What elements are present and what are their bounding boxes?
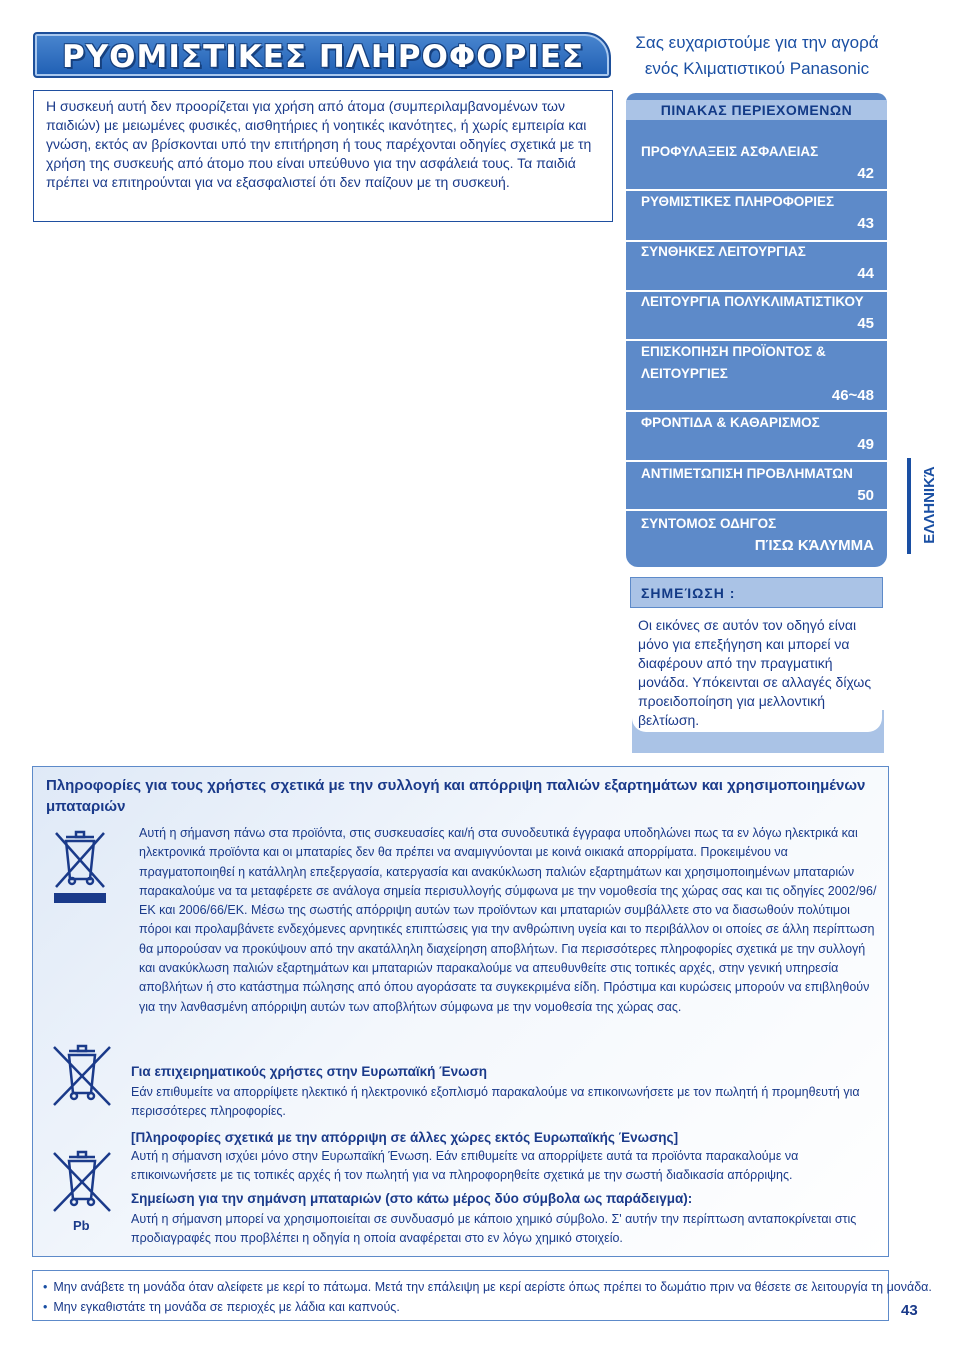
toc-item-troubleshooting[interactable] — [641, 463, 877, 507]
non-eu-text: Αυτή η σήμανση ισχύει μόνο στην Ευρωπαϊκή Ένωση. Εάν επιθυμείτε να απορρίψετε αυτά τα προϊόντα παρακαλούμε να επικοινωνήσετε με τις τοπικές αρχές ή τον πωλητή για να πληροφορηθείτε σχετικά με την σωστή διαδικασία απόρριψης. — [131, 1149, 799, 1183]
list-item — [43, 1277, 932, 1297]
toc-item-page: 44 — [857, 265, 874, 282]
toc-item-page: 42 — [857, 165, 874, 182]
toc-header: ΠΙΝΑΚΑΣ ΠΕΡΙΕΧΟΜΕΝΩΝ — [626, 100, 887, 120]
thanks-note — [625, 30, 889, 82]
toc-item-label: ΠΡΟΦΥΛΑΞΕΙΣ ΑΣΦΑΛΕΙΑΣ — [641, 144, 819, 159]
toc-item-label: ΑΝΤΙΜΕΤΩΠΙΣΗ ΠΡΟΒΛΗΜΑΤΩΝ — [641, 466, 853, 481]
footer-bullet-text: Μην ανάβετε τη μονάδα όταν αλείφετε με κερί το πάτωμα. Μετά την επάλειψη με κερί αερίστε όπως πρέπει το δωμάτιο πριν να θέσετε σε λειτουργία τη μονάδα. — [53, 1280, 932, 1294]
thanks-line-1: Σας ευχαριστούμε για την αγορά — [635, 33, 879, 52]
bullet-icon: • — [43, 1300, 48, 1314]
toc-item-safety[interactable] — [641, 141, 877, 185]
bullet-icon: • — [43, 1280, 48, 1294]
toc-item-label: ΦΡΟΝΤΙΔΑ & ΚΑΘΑΡΙΣΜΟΣ — [641, 415, 820, 430]
toc-item-multi[interactable] — [641, 291, 877, 335]
toc-item-label: ΡΥΘΜΙΣΤΙΚΕΣ ΠΛΗΡΟΦΟΡΙΕΣ — [641, 194, 835, 209]
crossed-bin-icon — [51, 1043, 113, 1109]
table-of-contents — [626, 93, 887, 567]
toc-item-care[interactable] — [641, 412, 877, 456]
toc-item-label: ΣΥΝΤΟΜΟΣ ΟΔΗΓΟΣ — [641, 516, 777, 531]
non-eu-title: [Πληροφορίες σχετικά με την απόρριψη σε άλλες χώρες εκτός Ευρωπαϊκής Ένωσης] — [131, 1130, 679, 1145]
disposal-info-box — [32, 766, 889, 1257]
page-title-bar — [33, 32, 611, 78]
footer-bullet-text: Μην εγκαθιστάτε τη μονάδα σε περιοχές με λάδια και καπνούς. — [53, 1300, 400, 1314]
language-tab-label: ΕΛΛΗΝΙΚΆ — [921, 466, 938, 544]
chemical-symbol-label: Pb — [73, 1218, 90, 1233]
note-text: Οι εικόνες σε αυτόν τον οδηγό είναι μόνο για επεξήγηση και μπορεί να διαφέρουν από την πραγματική μονάδα. Υπόκεινται σε αλλαγές δίχως προειδοποίηση για μελλοντική βελτίωση. — [638, 617, 872, 728]
note-header: ΣΗΜΕΊΩΣΗ : — [630, 577, 883, 608]
toc-item-page: 43 — [857, 215, 874, 232]
toc-item-overview[interactable] — [641, 341, 877, 407]
language-tab — [907, 458, 954, 554]
toc-divider — [626, 460, 887, 462]
toc-item-page: 45 — [857, 315, 874, 332]
toc-item-label: ΣΥΝΘΗΚΕΣ ΛΕΙΤΟΥΡΓΙΑΣ — [641, 244, 806, 259]
toc-item-conditions[interactable] — [641, 241, 877, 285]
toc-item-label: ΛΕΙΤΟΥΡΓΙΑ ΠΟΛΥΚΛΙΜΑΤΙΣΤΙΚΟΥ — [641, 294, 864, 309]
thanks-line-2: ενός Κλιματιστικού Panasonic — [644, 59, 870, 78]
disposal-title: Πληροφορίες για τους χρήστες σχετικά με την συλλογή και απόρριψη παλιών εξαρτημάτων και χρησιμοποιημένων μπαταριών — [46, 777, 866, 815]
toc-item-page: 46~48 — [831, 387, 874, 404]
business-users-text: Εάν επιθυμείτε να απορρίψετε ηλεκτικό ή ηλεκτρονικό εξοπλισμό παρακαλούμε να επικοινωνήσετε με τον πωλητή ή προμηθευτή για περισσότερες πληροφορίες. — [131, 1085, 860, 1119]
business-users-title: Για επιχειρηματικούς χρήστες στην Ευρωπαϊκή Ένωση — [131, 1064, 488, 1079]
battery-note-title: Σημείωση για την σημάνση μπαταριών (στο κάτω μέρος δύο σύμβολα ως παράδειγμα): — [131, 1191, 693, 1206]
toc-item-page: 49 — [857, 436, 874, 453]
toc-item-quick-guide[interactable] — [641, 513, 877, 557]
disposal-main-text: Αυτή η σήμανση πάνω στα προϊόντα, στις συσκευασίες και/ή στα συνοδευτικά έγγραφα υποδηλώνει πως τα εν λόγω ηλεκτρικά και ηλεκτρονικά προϊόντα και οι μπαταρίες δεν θα πρέπει να αναμιγνύονται με κοινά οικιακά απορρίματα. Προκειμένου να πραγματοποιηθεί η κατάλληλη επεξεργασία, κατεργασία και ανακύκλωση παλιών εξαρτημάτων και χρησιμοποιημένων μπαταριών παρακαλούμε να τα μεταφέρετε σε ανάλογα σημεία περισυλλογής σύμφωνα με την νομοθεσία της χώρας σας και τις οδηγίες 2002/96/ΕΚ και 2006/66/ΕΚ. Μέσω της σωστής απόρριψη αυτών των προϊόντων και μπαταριών συμβάλλετε στο να διασωθούν πολύτιμοι πόροι και προλαμβάνετε ενδεχόμενες αρνητικές επιπτώσεις για την ανθρώπινη υγεία και το περιβάλλον οι οποίες σε άλλη περίπτωση θα μπορούσαν να προκύψουν από την ακατάλληλη διαχείρηση αποβλήτων. Για περισσότερες πληροφορίες σχετικά με την συλλογή και ανακύκλωση παλιών εξαρτημάτων και μπαταριών παρακαλούμε να απευθυνθείτε στις τοπικές αρχές, στην γενική υπηρεσία αποβλήτων ή στο κατάστημα πώλησης από όπου αγοράσατε τα συγκεκριμένα είδη. Πρόστιμα και κυρώσεις μπορούν να επιβληθούν για την λανθασμένη απόρριψη αυτών των αποβλήτων σύμφωνα με την νομοθεσία της χώρας σας. — [139, 826, 877, 1014]
page-number: 43 — [901, 1302, 918, 1319]
toc-item-regulatory[interactable] — [641, 191, 877, 235]
crossed-bin-bar-icon — [52, 829, 112, 909]
list-item — [43, 1297, 888, 1317]
toc-item-label: ΕΠΙΣΚΟΠΗΣΗ ΠΡΟΪΟΝΤΟΣ & ΛΕΙΤΟΥΡΓΙΕΣ — [641, 344, 826, 381]
warning-box: Η συσκευή αυτή δεν προορίζεται για χρήση από άτομα (συμπεριλαμβανομένων των παιδιών) με μειωμένες φυσικές, αισθητήριες ή νοητικές ικανότητες, ή χωρίς εμπειρία και γνώση, εκτός αν βρίσκονται υπό την επιτήρηση ή τους παρέχονται οδηγίες σχετικά με τη χρήση της συσκευής από άτομο που είναι υπεύθυνο για την ασφάλειά τους. Τα παιδιά πρέπει να επιτηρούνται για να εξασφαλιστεί ότι δεν παίζουν με τη συσκευή. — [33, 90, 613, 222]
toc-item-page: ΠΊΣΩ ΚΆΛΥΜΜΑ — [754, 537, 874, 554]
crossed-bin-chemical-icon — [51, 1149, 113, 1215]
battery-note-text: Αυτή η σήμανση μπορεί να χρησιμοποιείται σε συνδυασμό με κάποιο χημικό σύμβολο. Σ' αυτήν την περίπτωση ανταποκρίνεται στις προδιαγραφές που προβλέπει η οδηγία η οποία αναφέρεται στο εν λόγω χημικό στοιχείο. — [131, 1212, 857, 1246]
toc-item-page: 50 — [857, 487, 874, 504]
toc-divider — [626, 509, 887, 511]
page-title: ΡΥΘΜΙΣΤΙΚΕΣ ΠΛΗΡΟΦΟΡΙΕΣ — [62, 39, 585, 75]
